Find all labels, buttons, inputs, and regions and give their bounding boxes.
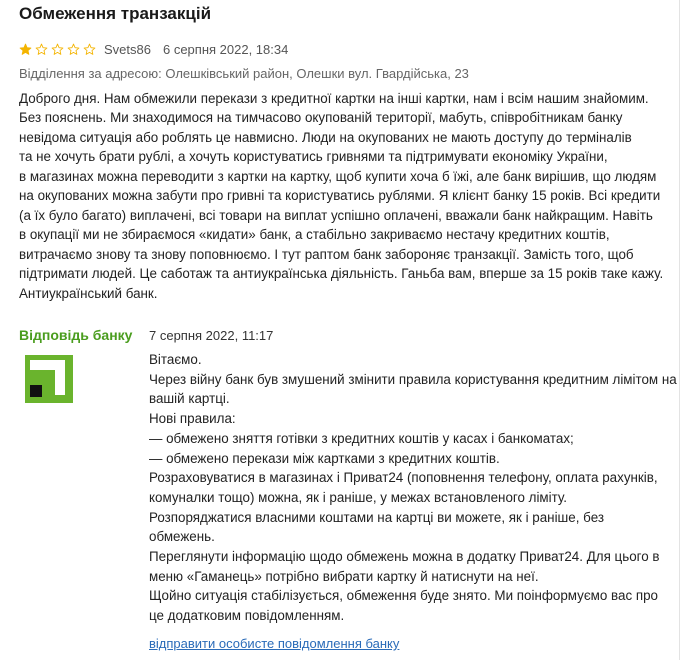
reply-line: обмежень.	[149, 529, 215, 545]
reply-line: Розпоряджатися власними коштами на картці ви можете, як і раніше, без	[149, 509, 604, 525]
branch-address: Відділення за адресою: Олешківський район, Олешки вул. Гвардійська, 23	[19, 66, 469, 81]
bank-reply-date: 7 серпня 2022, 11:17	[149, 328, 274, 343]
reply-line: — обмежено перекази між картками з кредитних коштів.	[149, 450, 500, 466]
reply-line: Нові правила:	[149, 411, 236, 427]
reply-line: меню «Гаманець» потрібно вибрати картку й натиснути на неї.	[149, 568, 539, 584]
reply-line: Через війну банк був змушений змінити правила користування кредитним лімітом на	[149, 371, 677, 387]
star-empty-icon	[67, 43, 80, 56]
bank-reply-body	[149, 350, 677, 626]
review-line: на окупованих можна забути про гривні та користуватись рублями. Я клієнт банку 15 років. Всі кредити	[19, 188, 661, 204]
reply-line: — обмежено зняття готівки з кредитних коштів у касах і банкоматах;	[149, 430, 574, 446]
send-private-message-link[interactable]: відправити особисте повідомлення банку	[149, 636, 400, 651]
star-rating	[19, 43, 96, 56]
star-empty-icon	[51, 43, 64, 56]
review-author[interactable]: Svets86	[104, 41, 151, 57]
review-meta	[19, 41, 288, 57]
star-empty-icon	[35, 43, 48, 56]
review-line: підтримати людей. Це саботаж та антиукраїнська діяльність. Ганьба вам, вперше за 15 років таке кажу.	[19, 266, 664, 282]
star-empty-icon	[83, 43, 96, 56]
reply-line: Переглянути інформацію щодо обмежень можна в додатку Приват24. Для цього в	[149, 549, 660, 565]
review-line: Доброго дня. Нам обмежили перекази з кредитної картки на інші картки, нам і всім нашим знайомим.	[19, 91, 649, 106]
review-line: невідома ситуація або роблять це навмисно. Люди на окупованих не мають доступу до терміналів	[19, 129, 632, 145]
review-line: в магазинах можна переводити з картки на картку, щоб купити хоча б їжі, але банк вирішив, що людям	[19, 168, 657, 184]
review-line: в окупації ми не збираємося «кидати» банк, а стабільно закриваємо нестачу кредитних коштів,	[19, 227, 610, 243]
privatbank-logo-icon	[25, 355, 73, 403]
review-title: Обмеження транзакцій	[19, 4, 212, 23]
review-date: 6 серпня 2022, 18:34	[162, 41, 289, 57]
reply-line: Розраховуватися в магазинах і Приват24 (поповнення телефону, оплата рахунків,	[149, 470, 658, 486]
reply-line: Вітаємо.	[149, 352, 202, 367]
star-filled-icon	[19, 43, 32, 56]
reply-line: Щойно ситуація стабілізується, обмеження буде знято. Ми поінформуємо вас про	[149, 588, 658, 604]
review-line: та не хочуть брати рублі, а хочуть користуватись гривнями та підтримувати економіку України,	[19, 149, 608, 165]
reply-line: вашій картці.	[149, 391, 230, 407]
review-line: Без пояснень. Ми знаходимося на тимчасово окупованій території, мабуть, співробітникам банку	[19, 110, 623, 126]
reply-line: комуналки тощо) можна, як і раніше, у межах встановленого ліміту.	[149, 489, 567, 505]
review-line: Антиукраїнський банк.	[19, 285, 158, 301]
bank-reply-label: Відповідь банку	[19, 327, 133, 343]
review-line: витрачаємо знову та знову поповнюємо. І тут раптом банк забороняє транзакції. Замість того, щоб	[19, 246, 634, 262]
review-line: (а їх було багато) виплачені, всі товари на виплат успішно оплачені, вважали банк найкращим. Навіть	[19, 207, 653, 223]
review-body	[19, 89, 669, 303]
reply-line: це додатковим повідомленням.	[149, 608, 345, 624]
